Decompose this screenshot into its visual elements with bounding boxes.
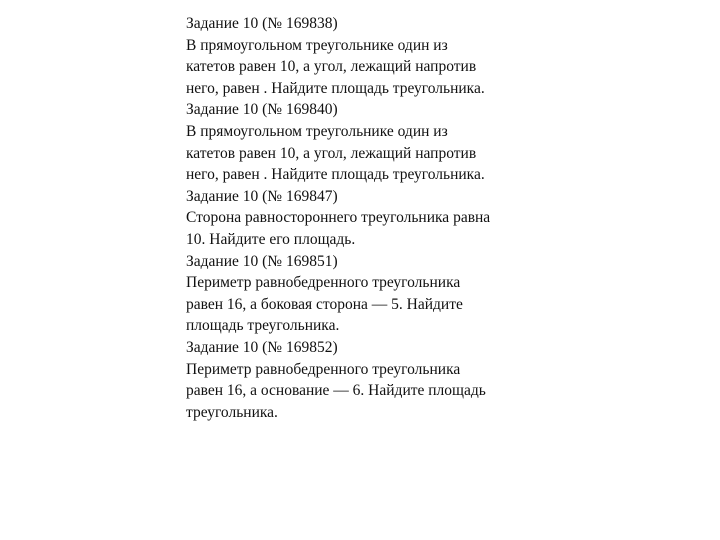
task-text-line: Периметр равнобедренного треугольника <box>186 360 461 378</box>
task-text-line: В прямоугольном треугольнике один из <box>186 36 448 54</box>
task-text-line: 10. Найдите его площадь. <box>186 230 356 248</box>
task-header: Задание 10 (№ 169852) <box>186 338 338 356</box>
task-169851 <box>186 251 566 337</box>
task-text-line: площадь треугольника. <box>186 317 340 335</box>
task-header: Задание 10 (№ 169840) <box>186 101 338 119</box>
task-text-line: него, равен . Найдите площадь треугольника. <box>186 79 485 97</box>
task-text-line: равен 16, а боковая сторона — 5. Найдите <box>186 295 463 313</box>
task-169847 <box>186 186 566 251</box>
task-header: Задание 10 (№ 169851) <box>186 252 338 270</box>
task-text-line: Периметр равнобедренного треугольника <box>186 274 461 292</box>
task-text-line: В прямоугольном треугольнике один из <box>186 122 448 140</box>
task-header: Задание 10 (№ 169847) <box>186 187 338 205</box>
task-169840 <box>186 99 566 185</box>
task-text-line: него, равен . Найдите площадь треугольника. <box>186 166 485 184</box>
task-text-line: треугольника. <box>186 403 278 421</box>
task-list <box>186 13 566 423</box>
task-text-line: равен 16, а основание — 6. Найдите площадь <box>186 382 486 400</box>
task-169852 <box>186 337 566 423</box>
task-header: Задание 10 (№ 169838) <box>186 15 338 32</box>
task-169838 <box>186 13 566 99</box>
task-text-line: катетов равен 10, а угол, лежащий напротив <box>186 144 477 162</box>
task-text-line: катетов равен 10, а угол, лежащий напротив <box>186 58 477 76</box>
task-text-line: Сторона равностороннего треугольника равна <box>186 209 491 227</box>
